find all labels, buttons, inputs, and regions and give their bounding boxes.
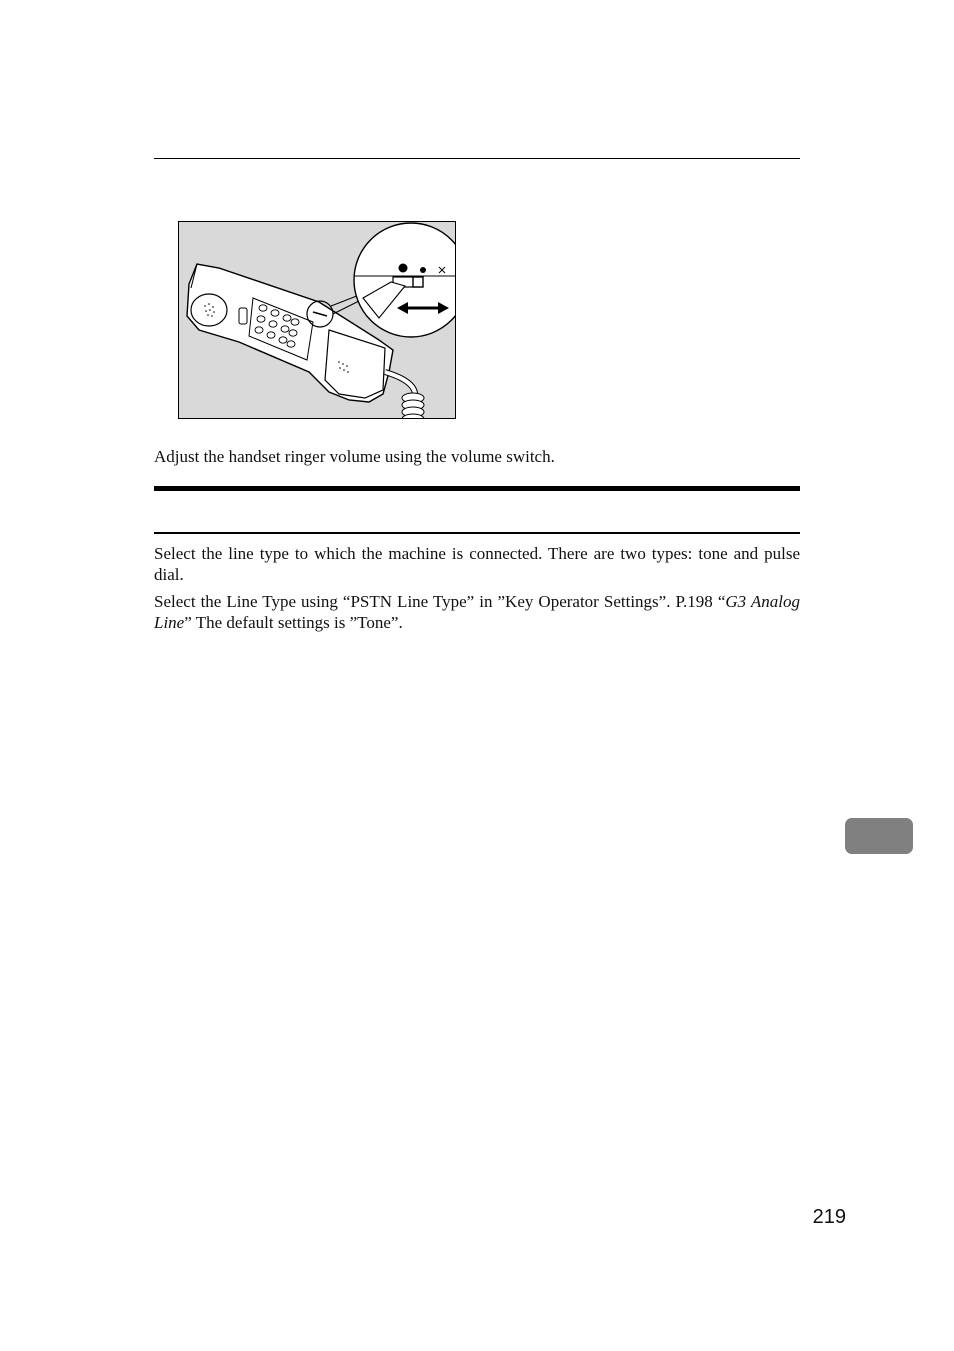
body-paragraph-settings bbox=[154, 591, 800, 633]
header-rule bbox=[154, 158, 800, 159]
section-rule-thin bbox=[154, 532, 800, 534]
paragraph-text: Select the Line Type using “PSTN Line Type” in ”Key Operator Settings”. P.198 “ bbox=[154, 592, 726, 611]
paragraph-text: ” The default settings is ”Tone”. bbox=[184, 613, 403, 632]
section-rule-thick bbox=[154, 486, 800, 491]
cross-reference-link[interactable]: G3 Analog Line bbox=[154, 592, 801, 632]
body-paragraph-line-type: Select the line type to which the machine is connected. There are two types: tone and pulse dial. bbox=[154, 544, 800, 584]
chapter-tab bbox=[845, 818, 913, 854]
volume-switch-magnifier bbox=[354, 223, 455, 337]
handset-illustration bbox=[179, 222, 455, 418]
figure-caption: Adjust the handset ringer volume using the volume switch. bbox=[154, 447, 555, 466]
page-number: 219 bbox=[812, 1206, 846, 1228]
handset-figure bbox=[178, 221, 456, 419]
